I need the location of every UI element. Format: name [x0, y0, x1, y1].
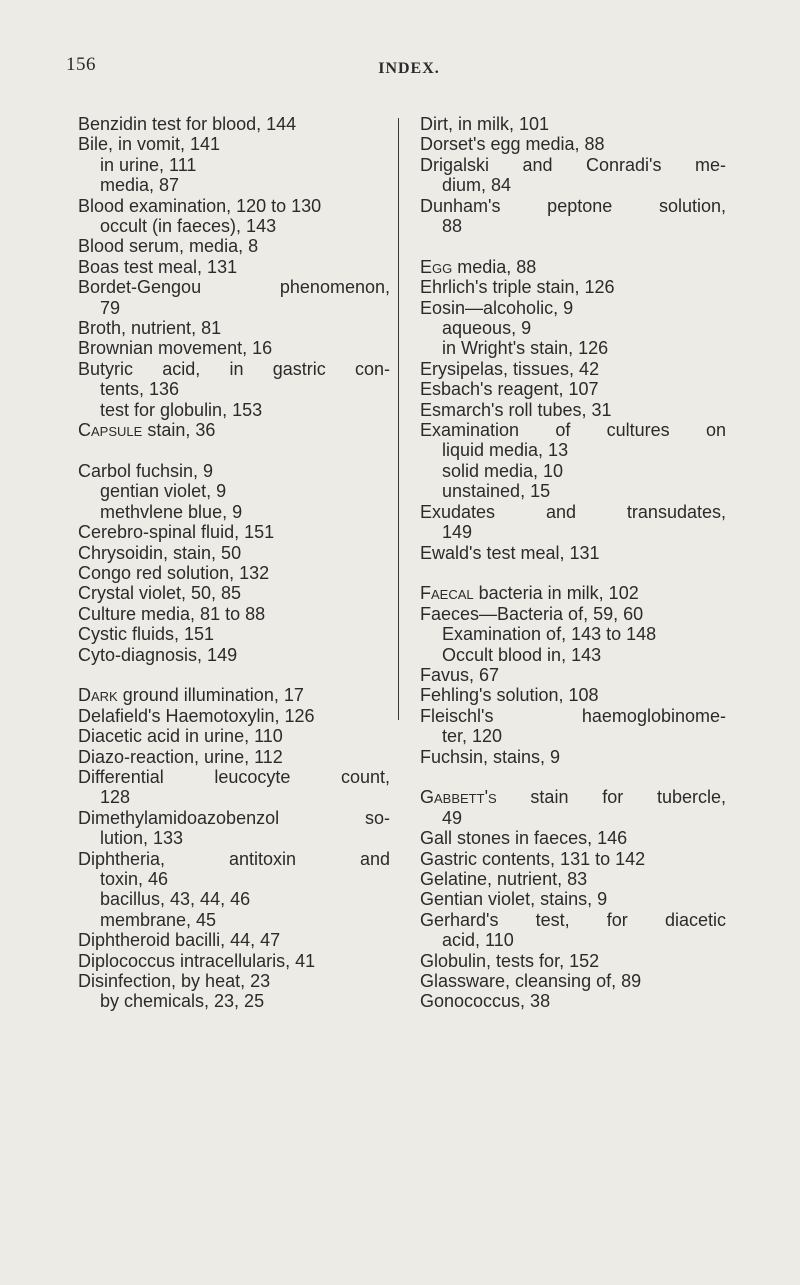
index-entry	[420, 420, 726, 461]
index-entry-line: Blood serum, media, 8	[78, 236, 259, 257]
index-entry-line: methvlene blue, 9	[100, 501, 243, 522]
index-entry-line: Dirt, in milk, 101	[420, 114, 550, 134]
index-entry	[420, 481, 726, 501]
index-entry-line: Diphtheroid bacilli, 44, 47	[78, 930, 281, 951]
index-entry-line: in Wright's stain, 126	[442, 338, 609, 359]
index-entry	[78, 481, 390, 501]
index-entry	[78, 420, 390, 440]
index-entry-line: by chemicals, 23, 25	[100, 991, 265, 1012]
index-entry	[420, 645, 726, 665]
index-entry	[78, 216, 390, 236]
index-entry	[78, 889, 390, 909]
index-entry-line: membrane, 45	[100, 909, 217, 930]
index-entry-line: Differential leucocyte count,	[78, 766, 390, 787]
index-entry-line: Faecal bacteria in milk, 102	[420, 583, 639, 604]
index-entry	[78, 747, 390, 767]
index-entry	[78, 318, 390, 338]
index-entry	[78, 767, 390, 808]
index-entry	[78, 236, 390, 256]
index-entry	[420, 114, 726, 134]
index-entry-line: Gelatine, nutrient, 83	[420, 868, 588, 889]
index-entry	[78, 543, 390, 563]
index-entry	[78, 910, 390, 930]
index-entry-line: Culture media, 81 to 88	[78, 603, 266, 624]
index-entry-line: Gentian violet, stains, 9	[420, 889, 608, 910]
index-entry	[420, 359, 726, 379]
index-entry-line: occult (in faeces), 143	[100, 216, 277, 237]
index-entry	[78, 359, 390, 400]
index-entry	[420, 951, 726, 971]
index-entry-line: Broth, nutrient, 81	[78, 318, 222, 339]
index-entry-line: ter, 120	[442, 726, 503, 747]
index-entry-line: Diacetic acid in urine, 110	[78, 726, 283, 747]
index-entry	[420, 257, 726, 277]
index-entry-line: Benzidin test for blood, 144	[78, 114, 297, 134]
index-entry-line: Examination of, 143 to 148	[442, 624, 657, 645]
index-entry-line: Cystic fluids, 151	[78, 624, 215, 645]
index-entry	[420, 889, 726, 909]
index-entry-line: 149	[442, 522, 473, 543]
index-entry	[78, 134, 390, 154]
index-entry	[78, 563, 390, 583]
index-entry-line: Dunham's peptone solution,	[420, 195, 726, 216]
index-entry-line: Esbach's reagent, 107	[420, 379, 599, 400]
index-entry	[420, 665, 726, 685]
index-entry	[420, 828, 726, 848]
index-entry-line: aqueous, 9	[442, 318, 532, 339]
index-entry-line: Blood examination, 120 to 130	[78, 195, 322, 216]
index-entry-line: Fehling's solution, 108	[420, 685, 599, 706]
index-entry-line: Dark ground illumination, 17	[78, 685, 304, 706]
index-entry	[78, 808, 390, 849]
index-entry-line: media, 87	[100, 175, 180, 196]
index-entry	[78, 522, 390, 542]
index-entry	[78, 461, 390, 481]
index-entry-line: unstained, 15	[442, 481, 551, 502]
index-entry-line: Gall stones in faeces, 146	[420, 828, 628, 849]
index-entry-line: Glassware, cleansing of, 89	[420, 971, 642, 992]
index-column-right	[420, 114, 726, 1012]
page-number: 156	[66, 54, 96, 75]
index-entry-line: Bordet-Gengou phenomenon,	[78, 277, 390, 298]
index-entry-line: Dimethylamidoazobenzol so-	[78, 807, 390, 828]
index-entry-line: 128	[100, 787, 131, 808]
index-entry-line: gentian violet, 9	[100, 481, 227, 502]
running-head: INDEX.	[378, 60, 440, 77]
index-entry	[78, 706, 390, 726]
index-entry-line: Ehrlich's triple stain, 126	[420, 277, 615, 298]
index-entry-line: test for globulin, 153	[100, 399, 263, 420]
index-entry-line: Crystal violet, 50, 85	[78, 583, 242, 604]
index-entry-line: lution, 133	[100, 828, 184, 849]
index-entry-line: 79	[100, 297, 121, 318]
index-entry	[420, 849, 726, 869]
index-entry	[420, 155, 726, 196]
index-entry-line: Drigalski and Conradi's me-	[420, 154, 726, 175]
index-entry	[420, 196, 726, 237]
index-entry	[420, 706, 726, 747]
index-entry	[420, 787, 726, 828]
index-entry-line: Disinfection, by heat, 23	[78, 971, 271, 992]
index-entry-line: Globulin, tests for, 152	[420, 950, 600, 971]
index-entry	[420, 400, 726, 420]
index-entry	[78, 155, 390, 175]
index-entry	[78, 277, 390, 318]
index-entry	[78, 604, 390, 624]
index-entry	[420, 747, 726, 767]
index-entry	[78, 951, 390, 971]
index-entry-line: tents, 136	[100, 379, 180, 400]
index-entry-line: Butyric acid, in gastric con-	[78, 358, 390, 379]
index-entry	[420, 134, 726, 154]
index-entry-line: 49	[442, 807, 463, 828]
index-entry-line: Eosin—alcoholic, 9	[420, 297, 574, 318]
index-entry-line: Congo red solution, 132	[78, 562, 270, 583]
index-entry	[420, 318, 726, 338]
index-entry-line: Examination of cultures on	[420, 420, 726, 441]
index-entry	[420, 971, 726, 991]
index-entry-line: dium, 84	[442, 175, 512, 196]
index-entry-line: acid, 110	[442, 930, 514, 951]
index-entry	[420, 583, 726, 603]
index-entry	[420, 624, 726, 644]
index-entry	[420, 338, 726, 358]
index-entry	[78, 685, 390, 705]
index-entry-line: Carbol fuchsin, 9	[78, 460, 214, 481]
index-entry	[420, 869, 726, 889]
index-entry-line: Brownian movement, 16	[78, 338, 273, 359]
index-entry-line: Erysipelas, tissues, 42	[420, 358, 600, 379]
index-entry	[420, 604, 726, 624]
index-entry-line: Cyto-diagnosis, 149	[78, 644, 238, 665]
index-entry	[420, 461, 726, 481]
index-entry	[78, 971, 390, 991]
index-entry-line: Exudates and transudates,	[420, 501, 726, 522]
index-entry-line: Ewald's test meal, 131	[420, 542, 600, 563]
index-entry	[420, 991, 726, 1011]
index-entry-line: Occult blood in, 143	[442, 644, 602, 665]
index-entry-line: Dorset's egg media, 88	[420, 134, 605, 155]
index-entry-line: Gastric contents, 131 to 142	[420, 848, 646, 869]
index-entry-line: Gonococcus, 38	[420, 991, 551, 1012]
index-entry	[78, 257, 390, 277]
index-entry-line: toxin, 46	[100, 869, 169, 889]
index-entry-line: Faeces—Bacteria of, 59, 60	[420, 603, 644, 624]
index-entry-line: Esmarch's roll tubes, 31	[420, 399, 612, 420]
index-entry-line: Fuchsin, stains, 9	[420, 746, 561, 767]
index-entry	[78, 624, 390, 644]
index-entry	[78, 930, 390, 950]
index-entry	[78, 726, 390, 746]
index-entry	[78, 400, 390, 420]
index-entry	[420, 543, 726, 563]
index-entry	[78, 991, 390, 1011]
index-entry-line: Fleischl's haemoglobinome-	[420, 705, 726, 726]
index-entry-line: Gerhard's test, for diacetic	[420, 909, 726, 930]
index-entry-line: Boas test meal, 131	[78, 256, 238, 277]
index-entry-line: liquid media, 13	[442, 440, 569, 461]
index-entry-line: Egg media, 88	[420, 256, 537, 277]
index-entry	[78, 502, 390, 522]
index-entry	[78, 645, 390, 665]
index-entry-line: Delafield's Haemotoxylin, 126	[78, 705, 315, 726]
index-entry-line: Diphtheria, antitoxin and	[78, 848, 390, 869]
index-entry	[420, 379, 726, 399]
index-entry	[78, 114, 390, 134]
index-entry-line: Gabbett's stain for tubercle,	[420, 787, 726, 808]
index-entry	[420, 502, 726, 543]
index-entry	[420, 277, 726, 297]
index-entry-line: Capsule stain, 36	[78, 420, 216, 441]
index-entry-line: Favus, 67	[420, 664, 500, 685]
index-entry-line: 88	[442, 216, 463, 237]
index-entry-line: Chrysoidin, stain, 50	[78, 542, 242, 563]
index-entry	[420, 298, 726, 318]
index-column-left	[78, 114, 390, 1012]
index-entry-line: Diazo-reaction, urine, 112	[78, 746, 283, 767]
index-entry-line: in urine, 111	[100, 154, 197, 175]
index-entry	[78, 583, 390, 603]
index-entry	[78, 338, 390, 358]
index-entry-line: solid media, 10	[442, 460, 564, 481]
column-divider	[398, 118, 399, 720]
index-entry	[420, 910, 726, 951]
index-entry-line: Cerebro-spinal fluid, 151	[78, 522, 275, 543]
index-entry-line: Diplococcus intracellularis, 41	[78, 950, 316, 971]
index-entry	[78, 849, 390, 890]
index-entry-line: Bile, in vomit, 141	[78, 134, 221, 155]
index-entry	[78, 196, 390, 216]
index-entry	[78, 175, 390, 195]
index-entry	[420, 685, 726, 705]
index-entry-line: bacillus, 43, 44, 46	[100, 889, 251, 910]
